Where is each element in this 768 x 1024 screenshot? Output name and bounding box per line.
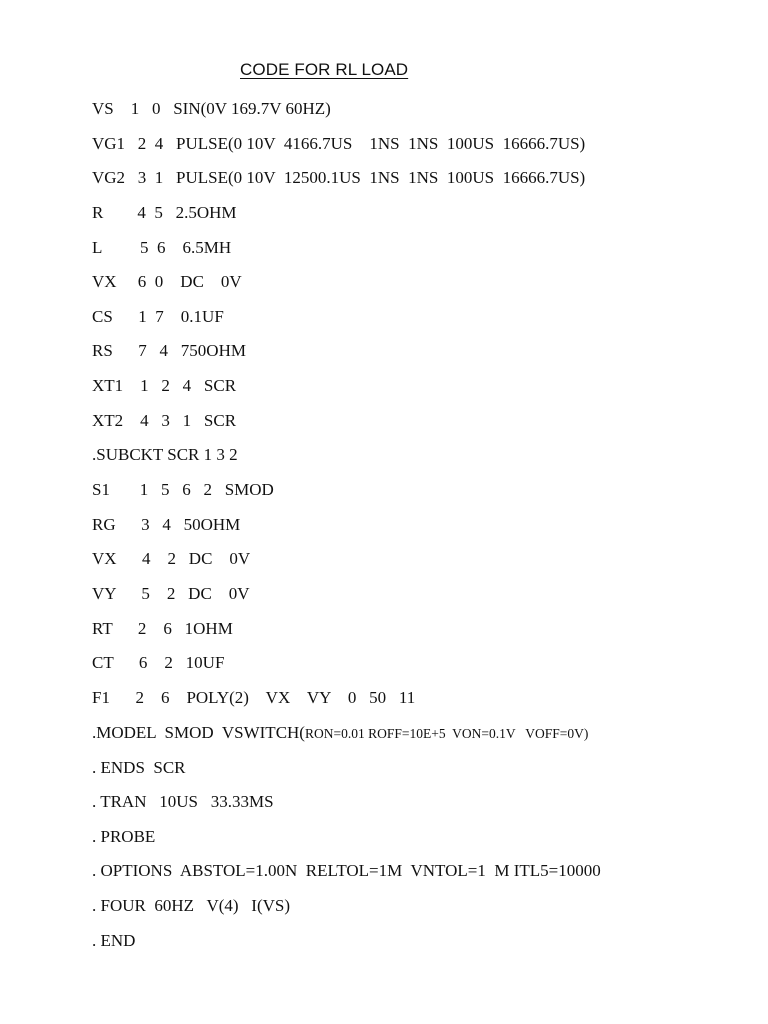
code-line-vy: VY 5 2 DC 0V: [92, 584, 250, 603]
code-line-l: L 5 6 6.5MH: [92, 238, 232, 257]
code-line-s1: S1 1 5 6 2 SMOD: [92, 480, 274, 499]
code-line-vg1: VG1 2 4 PULSE(0 10V 4166.7US 1NS 1NS 100US 16666.7US): [92, 134, 586, 153]
code-line-xt2: XT2 4 3 1 SCR: [92, 411, 237, 430]
code-line-rg: RG 3 4 50OHM: [92, 515, 241, 534]
code-line-f1: F1 2 6 POLY(2) VX VY 0 50 11: [92, 688, 416, 707]
code-line-rs: RS 7 4 750OHM: [92, 341, 246, 360]
code-line-four: . FOUR 60HZ V(4) I(VS): [92, 896, 291, 915]
code-line-cs: CS 1 7 0.1UF: [92, 307, 224, 326]
code-line-ct: CT 6 2 10UF: [92, 653, 225, 672]
model-params: RON=0.01 ROFF=10E+5 VON=0.1V VOFF=0V): [304, 726, 589, 741]
document-title: CODE FOR RL LOAD: [240, 60, 409, 79]
code-line-model: [92, 723, 588, 744]
code-line-xt1: XT1 1 2 4 SCR: [92, 376, 237, 395]
code-line-tran: . TRAN 10US 33.33MS: [92, 792, 274, 811]
model-prefix: .MODEL SMOD VSWITCH(: [92, 723, 305, 742]
code-line-options: . OPTIONS ABSTOL=1.00N RELTOL=1M VNTOL=1 M ITL5=10000: [92, 861, 601, 880]
code-line-end: . END: [92, 931, 136, 950]
code-line-subckt: .SUBCKT SCR 1 3 2: [92, 445, 238, 464]
code-line-rt: RT 2 6 1OHM: [92, 619, 233, 638]
code-line-ends: . ENDS SCR: [92, 758, 186, 777]
code-line-vx-sub: VX 4 2 DC 0V: [92, 549, 251, 568]
code-line-r: R 4 5 2.5OHM: [92, 203, 237, 222]
code-line-vg2: VG2 3 1 PULSE(0 10V 12500.1US 1NS 1NS 100US 16666.7US): [92, 168, 586, 187]
code-line-vx: VX 6 0 DC 0V: [92, 272, 242, 291]
code-line-vs: VS 1 0 SIN(0V 169.7V 60HZ): [92, 99, 331, 118]
code-line-probe: . PROBE: [92, 827, 156, 846]
